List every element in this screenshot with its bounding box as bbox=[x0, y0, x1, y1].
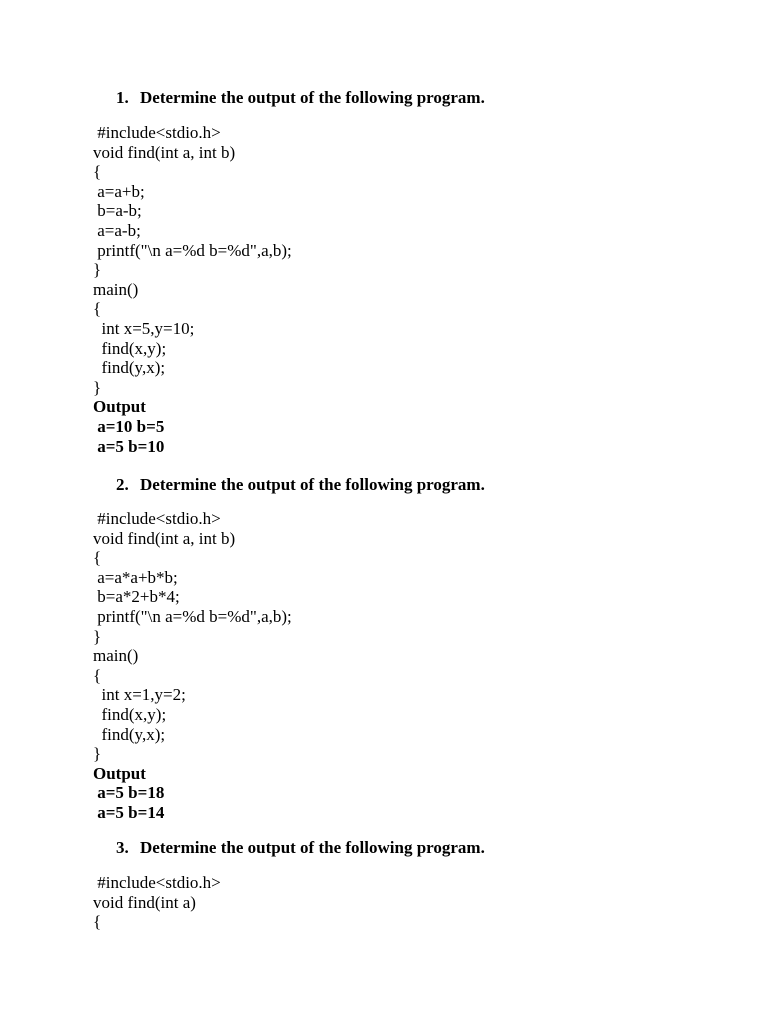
question-2-title: Determine the output of the following program. bbox=[140, 475, 485, 494]
code-line: a=a*a+b*b; bbox=[93, 567, 178, 587]
question-1-title: Determine the output of the following program. bbox=[140, 88, 485, 107]
code-line: int x=5,y=10; bbox=[93, 318, 195, 338]
question-1-number: 1. bbox=[116, 88, 129, 107]
code-line: void find(int a) bbox=[93, 892, 196, 912]
code-line: main() bbox=[93, 646, 139, 666]
question-3-number: 3. bbox=[116, 838, 129, 857]
code-line: main() bbox=[93, 279, 139, 299]
code-line: { bbox=[93, 299, 102, 319]
output-label: Output bbox=[93, 397, 146, 417]
code-line: printf("\n a=%d b=%d",a,b); bbox=[93, 240, 292, 260]
question-1-heading bbox=[116, 88, 485, 108]
code-line: a=a+b; bbox=[93, 181, 145, 201]
code-line: void find(int a, int b) bbox=[93, 142, 236, 162]
code-line: } bbox=[93, 744, 102, 764]
code-line: find(y,x); bbox=[93, 358, 166, 378]
output-line: a=5 b=10 bbox=[93, 436, 165, 456]
code-line: } bbox=[93, 260, 102, 280]
code-line: } bbox=[93, 626, 102, 646]
code-line: { bbox=[93, 665, 102, 685]
question-2-heading bbox=[116, 475, 485, 495]
code-line: { bbox=[93, 548, 102, 568]
question-3-code bbox=[93, 873, 221, 932]
code-line: { bbox=[93, 912, 102, 932]
question-3-heading bbox=[116, 838, 485, 858]
question-2-code bbox=[93, 509, 292, 823]
code-line: #include<stdio.h> bbox=[93, 123, 221, 142]
code-line: find(y,x); bbox=[93, 724, 166, 744]
code-line: find(x,y); bbox=[93, 338, 167, 358]
code-line: #include<stdio.h> bbox=[93, 509, 221, 528]
output-line: a=10 b=5 bbox=[93, 416, 165, 436]
question-1-code bbox=[93, 123, 292, 456]
code-line: b=a-b; bbox=[93, 201, 142, 221]
code-line: b=a*2+b*4; bbox=[93, 587, 180, 607]
code-line: #include<stdio.h> bbox=[93, 873, 221, 892]
code-line: void find(int a, int b) bbox=[93, 528, 236, 548]
code-line: } bbox=[93, 377, 102, 397]
code-line: { bbox=[93, 162, 102, 182]
code-line: printf("\n a=%d b=%d",a,b); bbox=[93, 606, 292, 626]
question-3-title: Determine the output of the following program. bbox=[140, 838, 485, 857]
code-line: a=a-b; bbox=[93, 220, 141, 240]
output-label: Output bbox=[93, 763, 146, 783]
question-2-number: 2. bbox=[116, 475, 129, 494]
code-line: find(x,y); bbox=[93, 704, 167, 724]
output-line: a=5 b=18 bbox=[93, 783, 165, 803]
code-line: int x=1,y=2; bbox=[93, 685, 186, 705]
output-line: a=5 b=14 bbox=[93, 802, 165, 822]
